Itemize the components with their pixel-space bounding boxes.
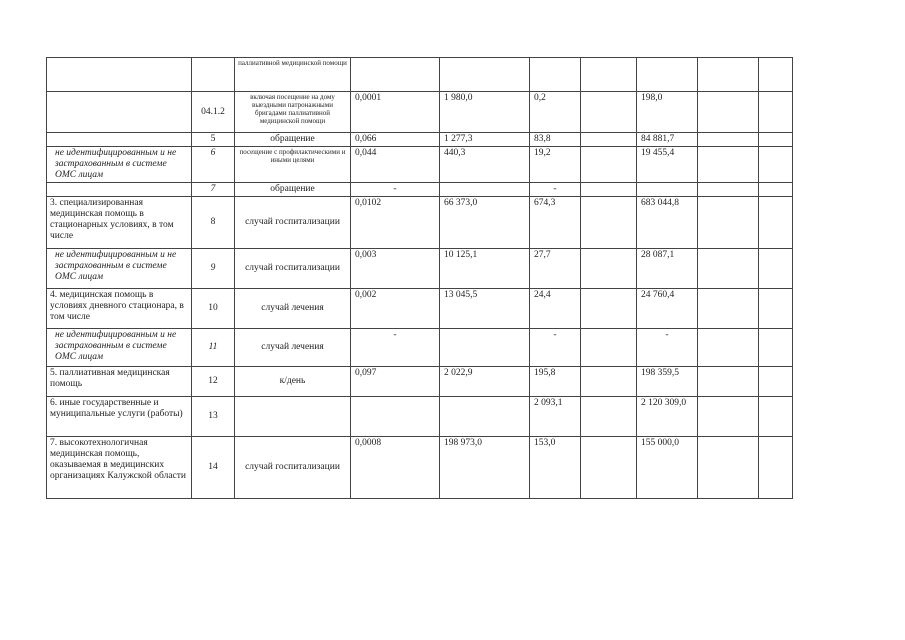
- value-cell: 1 980,0: [440, 92, 530, 133]
- indicator-cell: 4. медицинская помощь в условиях дневного стационара, в том числе: [47, 289, 192, 329]
- value-cell: [440, 329, 530, 367]
- value-cell: 1 277,3: [440, 133, 530, 147]
- unit-cell: случай госпитализации: [235, 197, 351, 249]
- unit-cell: случай госпитализации: [235, 249, 351, 289]
- value-cell: [440, 183, 530, 197]
- row-number-cell: 11: [192, 329, 235, 367]
- value-cell: [759, 367, 793, 397]
- value-cell: 0,2: [530, 92, 581, 133]
- unit-cell: посещение с профилактическими и иными целями: [235, 147, 351, 183]
- table-row: [47, 92, 793, 133]
- unit-cell: паллиативной медицинской помощи: [235, 58, 351, 92]
- table-row: [47, 147, 793, 183]
- value-cell: [581, 197, 637, 249]
- value-cell: [581, 133, 637, 147]
- value-cell: [351, 58, 440, 92]
- unit-cell: включая посещение на дому выездными патронажными бригадами паллиативной медицинской помощи: [235, 92, 351, 133]
- value-cell: [637, 183, 698, 197]
- indicator-cell: не идентифицированным и не застрахованным в системе ОМС лицам: [47, 147, 192, 183]
- value-cell: [759, 397, 793, 437]
- table-row: [47, 58, 793, 92]
- value-cell: [581, 147, 637, 183]
- unit-cell: случай лечения: [235, 289, 351, 329]
- table-row: [47, 397, 793, 437]
- value-cell: 10 125,1: [440, 249, 530, 289]
- value-cell: [581, 92, 637, 133]
- unit-cell: случай госпитализации: [235, 437, 351, 499]
- value-cell: [759, 437, 793, 499]
- value-cell: [698, 58, 759, 92]
- indicator-cell: не идентифицированным и не застрахованным в системе ОМС лицам: [47, 329, 192, 367]
- value-cell: 440,3: [440, 147, 530, 183]
- value-cell: [698, 437, 759, 499]
- value-cell: -: [530, 183, 581, 197]
- value-cell: 0,003: [351, 249, 440, 289]
- value-cell: [759, 183, 793, 197]
- row-number-cell: 10: [192, 289, 235, 329]
- value-cell: [698, 183, 759, 197]
- value-cell: [698, 92, 759, 133]
- value-cell: 27,7: [530, 249, 581, 289]
- value-cell: [581, 329, 637, 367]
- value-cell: 198,0: [637, 92, 698, 133]
- value-cell: [637, 58, 698, 92]
- value-cell: [759, 58, 793, 92]
- value-cell: 674,3: [530, 197, 581, 249]
- value-cell: [581, 183, 637, 197]
- value-cell: 155 000,0: [637, 437, 698, 499]
- value-cell: 19 455,4: [637, 147, 698, 183]
- value-cell: 2 022,9: [440, 367, 530, 397]
- value-cell: [698, 249, 759, 289]
- data-table: [46, 57, 793, 499]
- table-row: [47, 133, 793, 147]
- value-cell: -: [351, 183, 440, 197]
- value-cell: 0,044: [351, 147, 440, 183]
- value-cell: 28 087,1: [637, 249, 698, 289]
- unit-cell: к/день: [235, 367, 351, 397]
- value-cell: [581, 249, 637, 289]
- value-cell: -: [351, 329, 440, 367]
- value-cell: 153,0: [530, 437, 581, 499]
- indicator-cell: не идентифицированным и не застрахованным в системе ОМС лицам: [47, 249, 192, 289]
- value-cell: [759, 133, 793, 147]
- row-number-cell: 13: [192, 397, 235, 437]
- value-cell: [759, 147, 793, 183]
- unit-cell: случай лечения: [235, 329, 351, 367]
- value-cell: 0,0008: [351, 437, 440, 499]
- value-cell: 19,2: [530, 147, 581, 183]
- value-cell: [581, 289, 637, 329]
- value-cell: 0,066: [351, 133, 440, 147]
- indicator-cell: [47, 133, 192, 147]
- table-row: [47, 437, 793, 499]
- value-cell: 683 044,8: [637, 197, 698, 249]
- unit-cell: [235, 397, 351, 437]
- row-number-cell: 12: [192, 367, 235, 397]
- value-cell: [440, 397, 530, 437]
- indicator-cell: 5. паллиативная медицинская помощь: [47, 367, 192, 397]
- row-number-cell: 7: [192, 183, 235, 197]
- value-cell: [581, 397, 637, 437]
- value-cell: 24 760,4: [637, 289, 698, 329]
- value-cell: 2 120 309,0: [637, 397, 698, 437]
- row-number-cell: [192, 58, 235, 92]
- value-cell: 0,002: [351, 289, 440, 329]
- indicator-cell: [47, 58, 192, 92]
- value-cell: [759, 329, 793, 367]
- row-number-cell: 04.1.2: [192, 92, 235, 133]
- indicator-cell: 3. специализированная медицинская помощь в стационарных условиях, в том числе: [47, 197, 192, 249]
- value-cell: -: [637, 329, 698, 367]
- value-cell: [440, 58, 530, 92]
- value-cell: 13 045,5: [440, 289, 530, 329]
- value-cell: [759, 249, 793, 289]
- value-cell: 84 881,7: [637, 133, 698, 147]
- unit-cell: обращение: [235, 183, 351, 197]
- indicator-cell: 7. высокотехнологичная медицинская помощь, оказываемая в медицинских организациях Калужской области: [47, 437, 192, 499]
- value-cell: [698, 329, 759, 367]
- value-cell: 66 373,0: [440, 197, 530, 249]
- table-row: [47, 367, 793, 397]
- value-cell: 83,8: [530, 133, 581, 147]
- value-cell: [698, 147, 759, 183]
- value-cell: [698, 367, 759, 397]
- table-row: [47, 197, 793, 249]
- value-cell: [581, 437, 637, 499]
- value-cell: [759, 197, 793, 249]
- unit-cell: обращение: [235, 133, 351, 147]
- value-cell: 198 973,0: [440, 437, 530, 499]
- row-number-cell: 8: [192, 197, 235, 249]
- value-cell: [698, 397, 759, 437]
- value-cell: [351, 397, 440, 437]
- value-cell: [698, 197, 759, 249]
- value-cell: [581, 367, 637, 397]
- indicator-cell: [47, 183, 192, 197]
- table-row: [47, 329, 793, 367]
- row-number-cell: 9: [192, 249, 235, 289]
- value-cell: [759, 92, 793, 133]
- row-number-cell: 5: [192, 133, 235, 147]
- value-cell: [581, 58, 637, 92]
- value-cell: 0,0102: [351, 197, 440, 249]
- value-cell: 0,097: [351, 367, 440, 397]
- value-cell: 0,0001: [351, 92, 440, 133]
- row-number-cell: 6: [192, 147, 235, 183]
- value-cell: 195,8: [530, 367, 581, 397]
- value-cell: 2 093,1: [530, 397, 581, 437]
- value-cell: [698, 289, 759, 329]
- value-cell: -: [530, 329, 581, 367]
- value-cell: 198 359,5: [637, 367, 698, 397]
- value-cell: [530, 58, 581, 92]
- value-cell: 24,4: [530, 289, 581, 329]
- value-cell: [698, 133, 759, 147]
- indicator-cell: [47, 92, 192, 133]
- indicator-cell: 6. иные государственные и муниципальные услуги (работы): [47, 397, 192, 437]
- table-row: [47, 249, 793, 289]
- value-cell: [759, 289, 793, 329]
- table-row: [47, 289, 793, 329]
- table-row: [47, 183, 793, 197]
- row-number-cell: 14: [192, 437, 235, 499]
